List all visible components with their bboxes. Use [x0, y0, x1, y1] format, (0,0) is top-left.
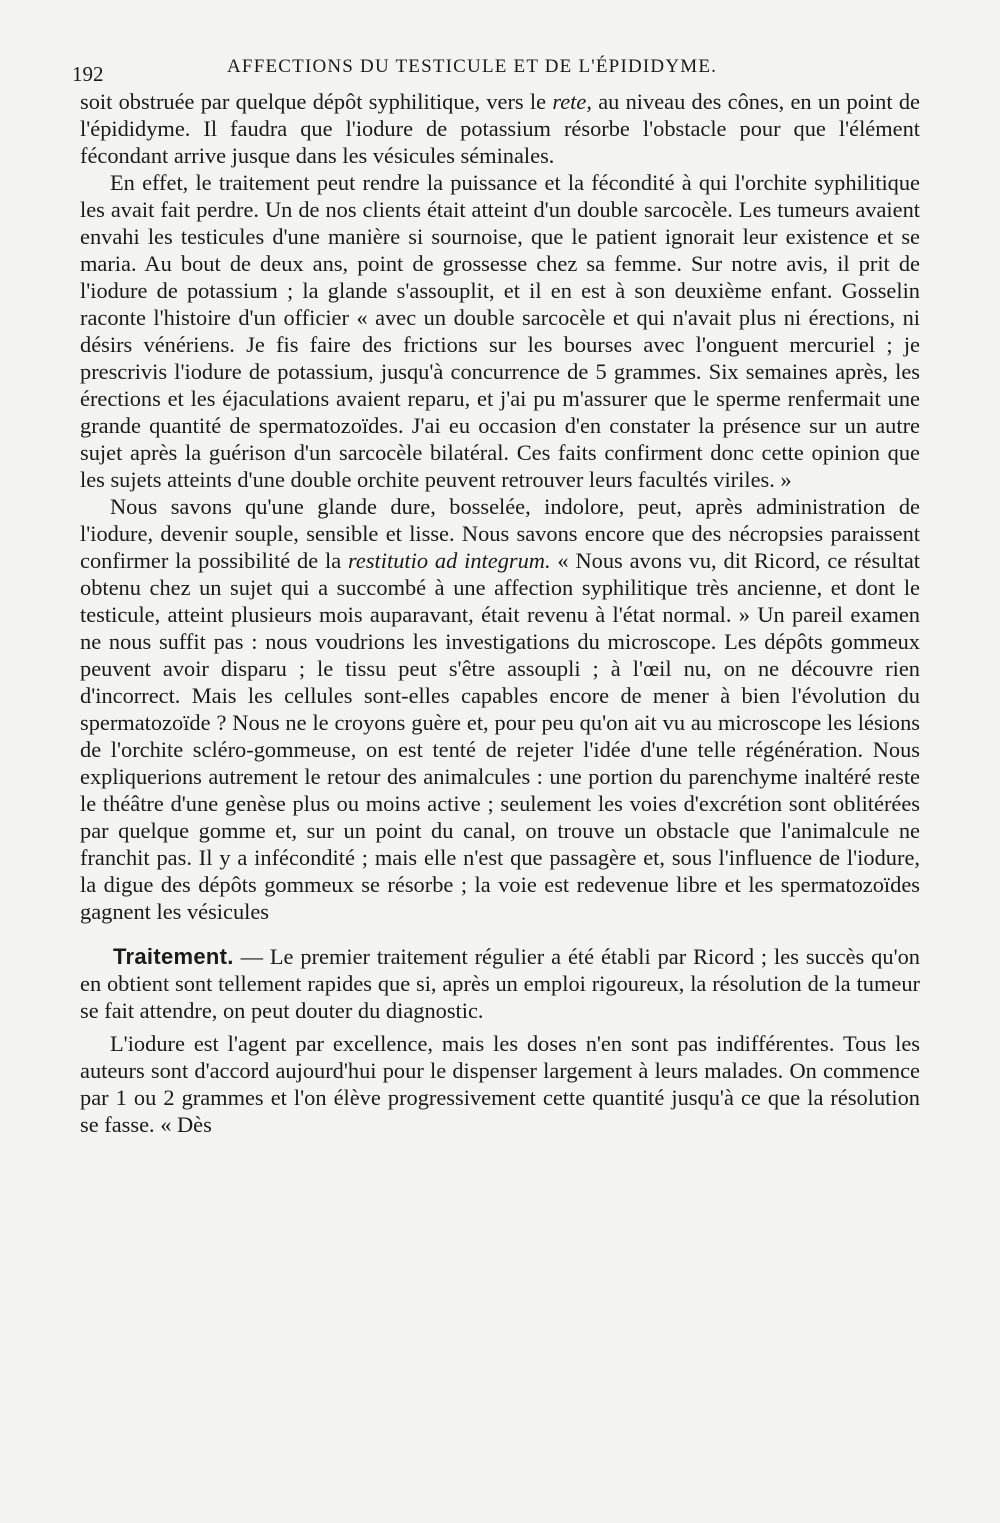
paragraph-text: soit obstruée par quelque dépôt syphilitique, vers le [80, 89, 553, 114]
italic-term: rete, [552, 89, 592, 114]
paragraph: En effet, le traitement peut rendre la puissance et la fécondité à qui l'orchite syphilitique les avait fait perdre. Un de nos clients était atteint d'un double sarcocèle. Les tumeurs avaient envahi les testicules d'une manière si sournoise, que le patient ignorait leur existence et se maria. Au bout de deux ans, point de grossesse chez sa femme. Sur notre avis, il prit de l'iodure de potassium ; la glande s'assouplit, et il en est à son deuxième enfant. Gosselin raconte l'histoire d'un officier « avec un double sarcocèle et qui n'avait plus ni érections, ni désirs vénériens. Je fis faire des frictions sur les bourses avec l'onguent mercuriel ; je prescrivis l'iodure de potassium, jusqu'à concurrence de 5 grammes. Six semaines après, les érections et les éjaculations avaient reparu, et j'ai pu m'assurer que le sperme renfermait une grande quantité de spermatozoïdes. J'ai eu occasion d'en constater la présence sur un autre sujet après la guérison d'un sarcocèle bilatéral. Ces faits confirment donc cette opinion que les sujets atteints d'une double orchite peuvent retrouver leurs facultés viriles. » [80, 170, 920, 492]
running-title: AFFECTIONS DU TESTICULE ET DE L'ÉPIDIDYME. [227, 56, 718, 77]
paragraph [80, 493, 920, 925]
paragraph-text: Nous savons qu'une glande dure, bosselée, indolore, peut, après administration de l'iodure, devenir souple, sensible et lisse. Nous savons encore que des nécropsies paraissent confirmer la possibilité de la [80, 494, 920, 573]
paragraph-continuation [80, 88, 920, 169]
paragraph-text: — Le premier traitement régulier a été établi par Ricord ; les succès qu'on en obtient sont tellement rapides que si, après un emploi rigoureux, la résolution de la tumeur se fait attendre, on peut douter du diagnostic. [80, 944, 920, 1023]
paragraph-text: « Nous avons vu, dit Ricord, ce résultat obtenu chez un sujet qui a succombé à une affection syphilitique très ancienne, et dont le testicule, atteint plusieurs mois auparavant, était revenu à l'état normal. » Un pareil examen ne nous suffit pas : nous voudrions les investigations du microscope. Les dépôts gommeux peuvent avoir disparu ; le tissu peut s'être assoupli ; à l'œil nu, on ne découvre rien d'incorrect. Mais les cellules sont-elles capables encore de mener à bien l'évolution du spermatozoïde ? Nous ne le croyons guère et, pour peu qu'on ait vu au microscope les lésions de l'orchite scléro-gommeuse, on est tenté de rejeter l'idée d'une telle régénération. Nous expliquerions autrement le retour des animalcules : une portion du parenchyme inaltéré reste le théâtre d'une genèse plus ou moins active ; seulement les voies d'excrétion sont oblitérées par quelque gomme et, sur un point du canal, on trouve un obstacle que l'animalcule ne franchit pas. Il y a infécondité ; mais elle n'est que passagère et, sous l'influence de l'iodure, la digue des dépôts gommeux se résorbe ; la voie est redevenue libre et les spermatozoïdes gagnent les vésicules [80, 548, 920, 924]
page-body [80, 88, 920, 1138]
section-heading: Traitement. [113, 944, 234, 969]
page-header [72, 56, 922, 92]
page-number: 192 [72, 62, 104, 86]
section-paragraph [80, 943, 920, 1024]
paragraph-text: au niveau des cônes, en un point de l'épididyme. Il faudra que l'iodure de potassium résorbe l'obstacle pour que l'élément fécondant arrive jusque dans les vésicules séminales. [80, 89, 920, 168]
italic-term: restitutio ad integrum. [348, 548, 551, 573]
paragraph: L'iodure est l'agent par excellence, mais les doses n'en sont pas indifférentes. Tous les auteurs sont d'accord aujourd'hui pour le dispenser largement à leurs malades. On commence par 1 ou 2 grammes et l'on élève progressivement cette quantité jusqu'à ce que la résolution se fasse. « Dès [80, 1031, 920, 1137]
